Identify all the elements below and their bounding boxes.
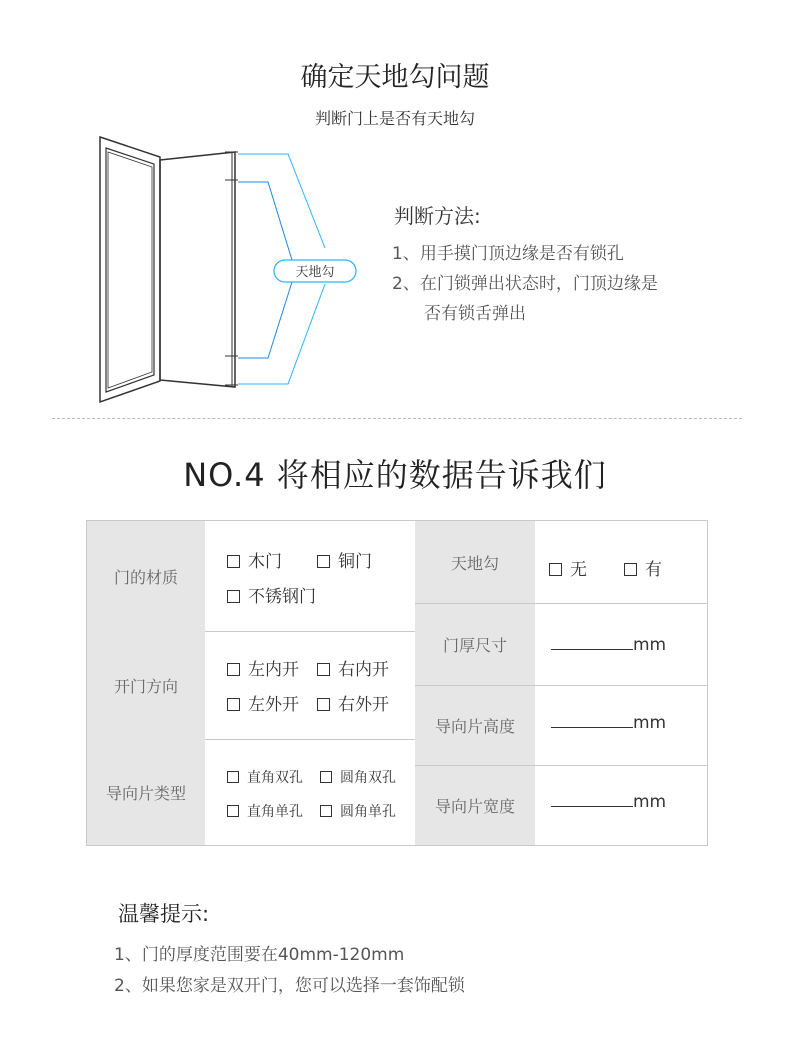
tip-item-2: 2、如果您家是双开门，您可以选择一套饰配锁 xyxy=(114,976,465,996)
guide-type-label: 导向片类型 xyxy=(87,739,205,845)
checkbox-icon xyxy=(317,555,330,568)
option-wood-door[interactable]: 木门 xyxy=(227,547,282,572)
blank-line xyxy=(551,792,633,807)
guide-width-label: 导向片宽度 xyxy=(415,765,535,845)
method-item-2: 2、在门锁弹出状态时，门顶边缘是 xyxy=(392,274,658,294)
callout-line-bottom-inner xyxy=(238,282,292,358)
spec-form xyxy=(86,520,708,846)
checkbox-icon xyxy=(320,805,332,817)
callout-line-top-inner xyxy=(238,182,292,260)
option-square-single[interactable]: 直角单孔 xyxy=(227,801,303,821)
dashed-divider xyxy=(52,418,742,419)
callout-line-bottom-outer xyxy=(238,284,325,384)
row-divider xyxy=(205,739,415,740)
checkbox-icon xyxy=(624,563,637,576)
guide-width-input[interactable]: mm xyxy=(551,792,666,812)
option-square-double[interactable]: 直角双孔 xyxy=(227,767,303,787)
guide-height-input[interactable]: mm xyxy=(551,713,666,733)
blank-line xyxy=(551,713,633,728)
checkbox-icon xyxy=(227,663,240,676)
method-item-3: 否有锁舌弹出 xyxy=(424,304,526,324)
page-subtitle: 判断门上是否有天地勾 xyxy=(314,109,475,128)
callout-line-top-outer xyxy=(238,154,325,248)
checkbox-icon xyxy=(227,698,240,711)
material-label: 门的材质 xyxy=(87,521,205,631)
checkbox-icon xyxy=(549,563,562,576)
option-right-outward[interactable]: 右外开 xyxy=(317,690,389,715)
checkbox-icon xyxy=(317,663,330,676)
direction-label: 开门方向 xyxy=(87,631,205,739)
page-title: 确定天地勾问题 xyxy=(300,62,490,93)
option-steel-door[interactable]: 不锈钢门 xyxy=(227,582,316,607)
row-divider xyxy=(415,685,707,686)
door-frame-inner xyxy=(106,148,154,392)
blank-line xyxy=(551,635,633,650)
thickness-input[interactable]: mm xyxy=(551,635,666,655)
thickness-label: 门厚尺寸 xyxy=(415,603,535,685)
door-frame xyxy=(100,137,160,402)
option-copper-door[interactable]: 铜门 xyxy=(317,547,372,572)
checkbox-icon xyxy=(320,771,332,783)
row-divider xyxy=(415,765,707,766)
callout-label: 天地勾 xyxy=(295,265,335,280)
checkbox-icon xyxy=(227,805,239,817)
option-hook-none[interactable]: 无 xyxy=(549,555,587,580)
option-left-inward[interactable]: 左内开 xyxy=(227,655,299,680)
row-divider xyxy=(205,631,415,632)
checkbox-icon xyxy=(317,698,330,711)
method-item-1: 1、用手摸门顶边缘是否有锁孔 xyxy=(392,244,624,264)
hook-label: 天地勾 xyxy=(415,521,535,603)
checkbox-icon xyxy=(227,555,240,568)
door-leaf xyxy=(160,152,235,387)
option-round-double[interactable]: 圆角双孔 xyxy=(320,767,396,787)
checkbox-icon xyxy=(227,771,239,783)
tip-item-1: 1、门的厚度范围要在40mm-120mm xyxy=(114,945,405,965)
option-left-outward[interactable]: 左外开 xyxy=(227,690,299,715)
option-hook-yes[interactable]: 有 xyxy=(624,555,662,580)
door-diagram xyxy=(90,130,380,410)
checkbox-icon xyxy=(227,590,240,603)
guide-height-label: 导向片高度 xyxy=(415,685,535,765)
row-divider xyxy=(415,603,707,604)
tips-title: 温馨提示: xyxy=(118,902,210,926)
section-title: NO.4 将相应的数据告诉我们 xyxy=(183,456,607,494)
option-round-single[interactable]: 圆角单孔 xyxy=(320,801,396,821)
method-title: 判断方法: xyxy=(394,204,481,228)
option-right-inward[interactable]: 右内开 xyxy=(317,655,389,680)
